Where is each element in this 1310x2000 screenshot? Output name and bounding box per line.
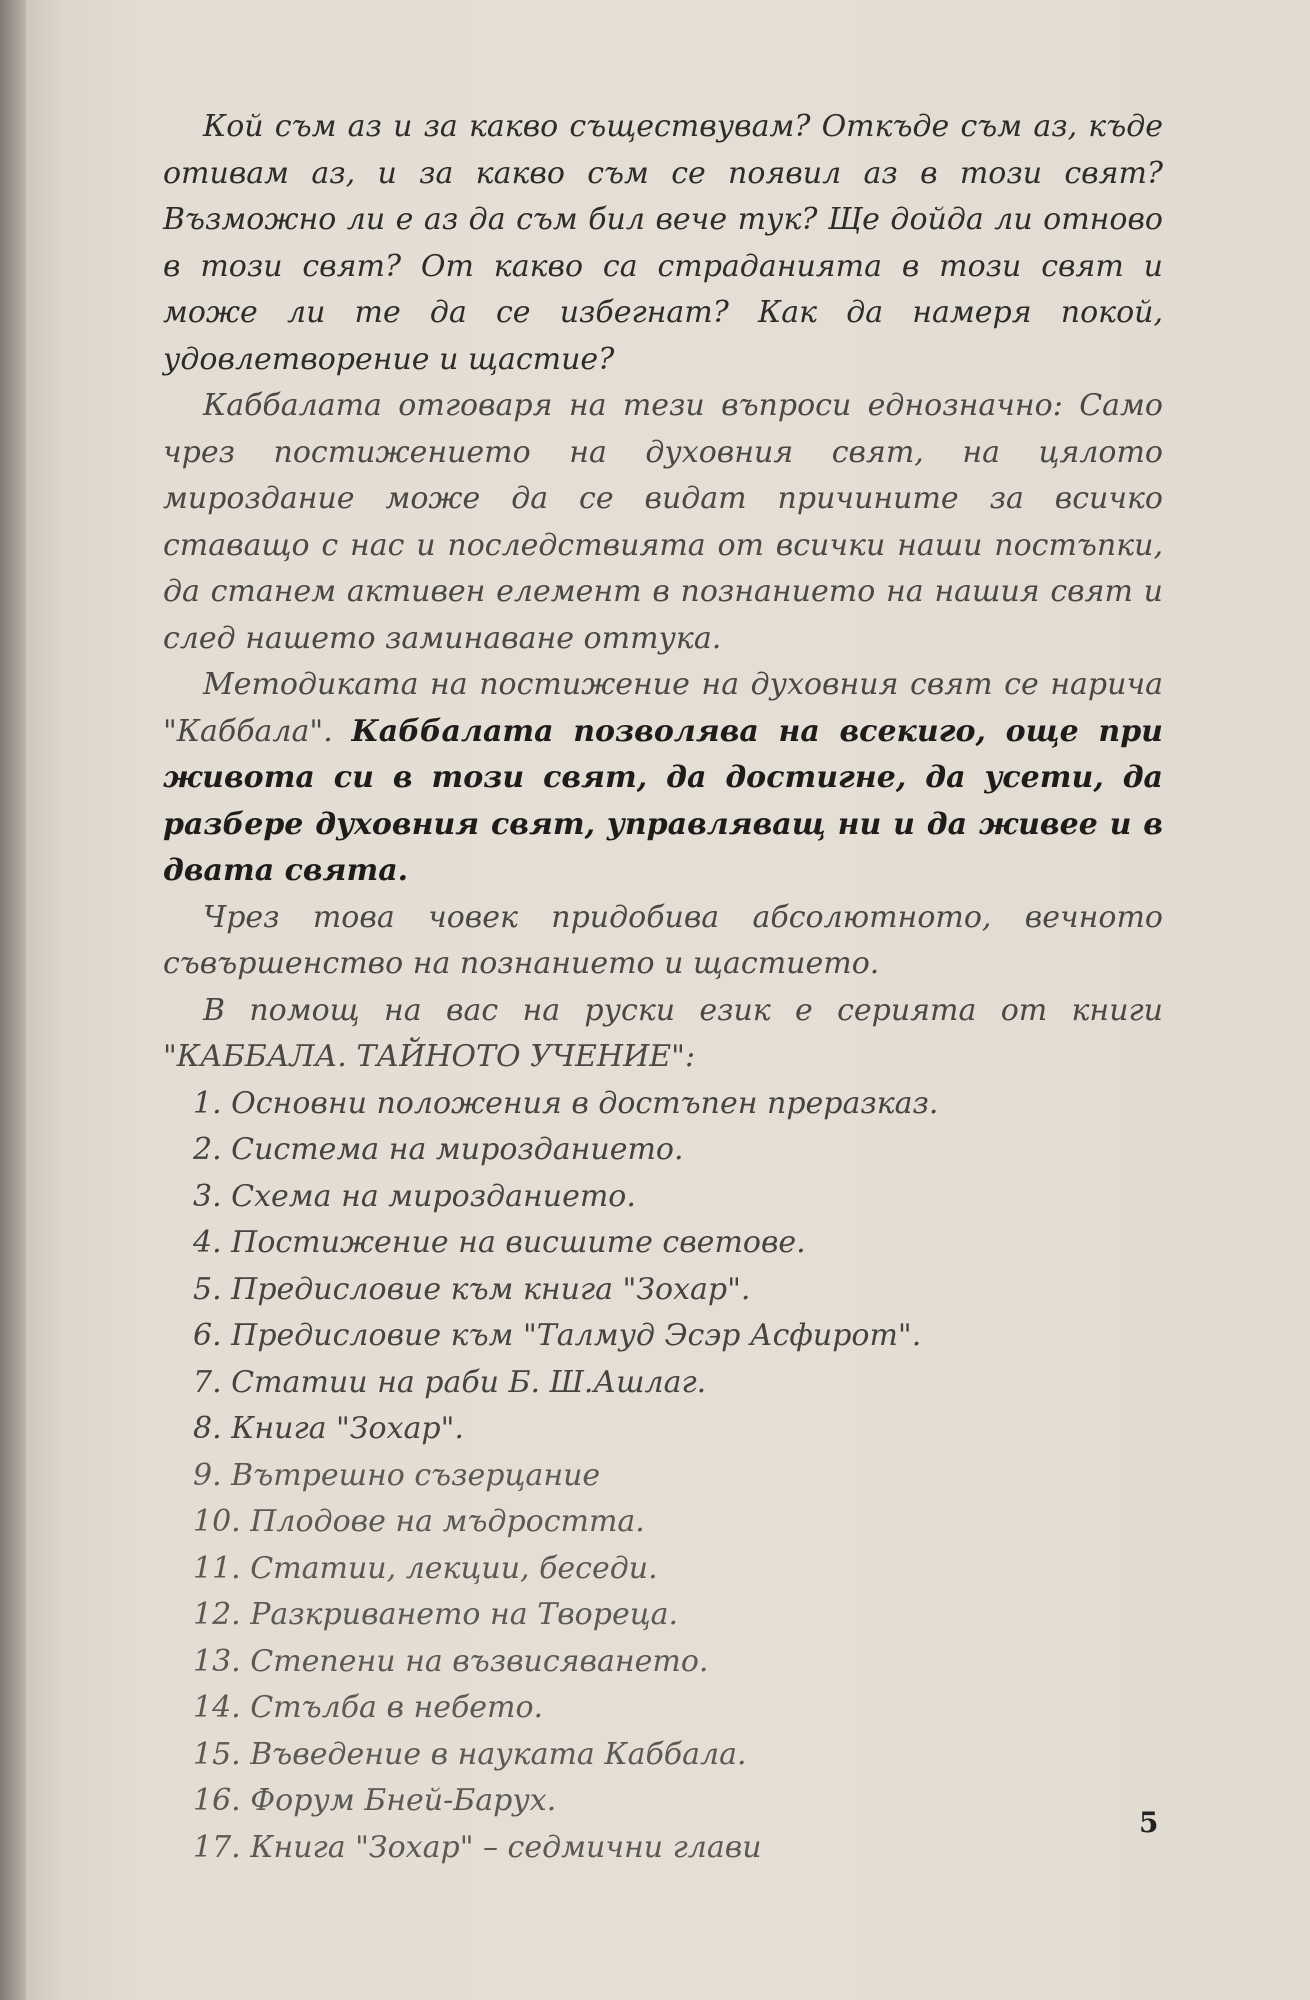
list-item: 17. Книга "Зохар" – седмични глави — [193, 1829, 762, 1865]
page-text — [163, 104, 1163, 1871]
page-binding-edge — [0, 0, 26, 2000]
list-item: 3. Схема на мирозданието. — [193, 1178, 636, 1214]
methodology-emphasis: Каббалата позволява на всекиго, още при живота си в този свят, да достигне, да усети, да разбере духовния свят, управляващ ни и да живее и в двата свята. — [163, 713, 1163, 888]
list-item: 8. Книга "Зохар". — [193, 1411, 464, 1446]
paragraph-methodology — [163, 662, 1163, 895]
list-item: 9. Вътрешно съзерцание — [193, 1457, 601, 1493]
page-number: 5 — [1139, 1806, 1159, 1839]
list-item: 14. Стълба в небето. — [193, 1690, 544, 1725]
list-item: 1. Основни положения в достъпен преразказ. — [193, 1085, 939, 1121]
list-item: 15. Въведение в науката Каббала. — [193, 1736, 747, 1772]
paragraph-perfection: Чрез това човек придобива абсолютното, вечното съвършенство на познанието и щастието. — [163, 899, 1163, 981]
list-item: 6. Предисловие към "Талмуд Эсэр Асфирот". — [193, 1318, 922, 1353]
book-page — [26, 0, 1310, 2000]
paragraph-kabbalah-answer: Каббалата отговаря на тези въпроси еднозначно: Само чрез постижението на духовния свят, на цялото мироздание може да се видат причините за всичко ставащо с нас и последствията от всички наши постъпки, да станем активен елемент в познанието на нашия свят и след нашето заминаване оттука. — [163, 388, 1163, 656]
paragraph-questions: Кой съм аз и за какво съществувам? Откъде съм аз, къде отивам аз, и за какво съм се появил аз в този свят? Възможно ли е аз да съм бил вече тук? Ще дойда ли отново в този свят? От какво са страданията в този свят и може ли те да се избегнат? Как да намеря покой, удовлетворение и щастие? — [163, 109, 1163, 377]
list-item: 12. Разкриването на Твореца. — [193, 1597, 679, 1632]
list-item: 7. Статии на раби Б. Ш.Ашлаг. — [193, 1364, 707, 1400]
book-series-list — [163, 1081, 1163, 1872]
list-item: 2. Система на мирозданието. — [193, 1132, 684, 1167]
list-item: 11. Статии, лекции, беседи. — [193, 1550, 658, 1586]
list-item: 16. Форум Бней-Барух. — [193, 1783, 557, 1818]
list-item: 13. Степени на възвисяването. — [193, 1643, 709, 1679]
list-item: 4. Постижение на висшите светове. — [193, 1225, 806, 1260]
list-item: 5. Предисловие към книга "Зохар". — [193, 1271, 751, 1307]
methodology-intro: Методиката на постижение на духовния свят се нарича "Каббала". — [163, 667, 1163, 749]
paragraph-book-series: В помощ на вас на руски език е серията от книги "КАББАЛА. ТАЙНОТО УЧЕНИЕ": — [163, 992, 1163, 1074]
list-item: 10. Плодове на мъдростта. — [193, 1504, 645, 1539]
